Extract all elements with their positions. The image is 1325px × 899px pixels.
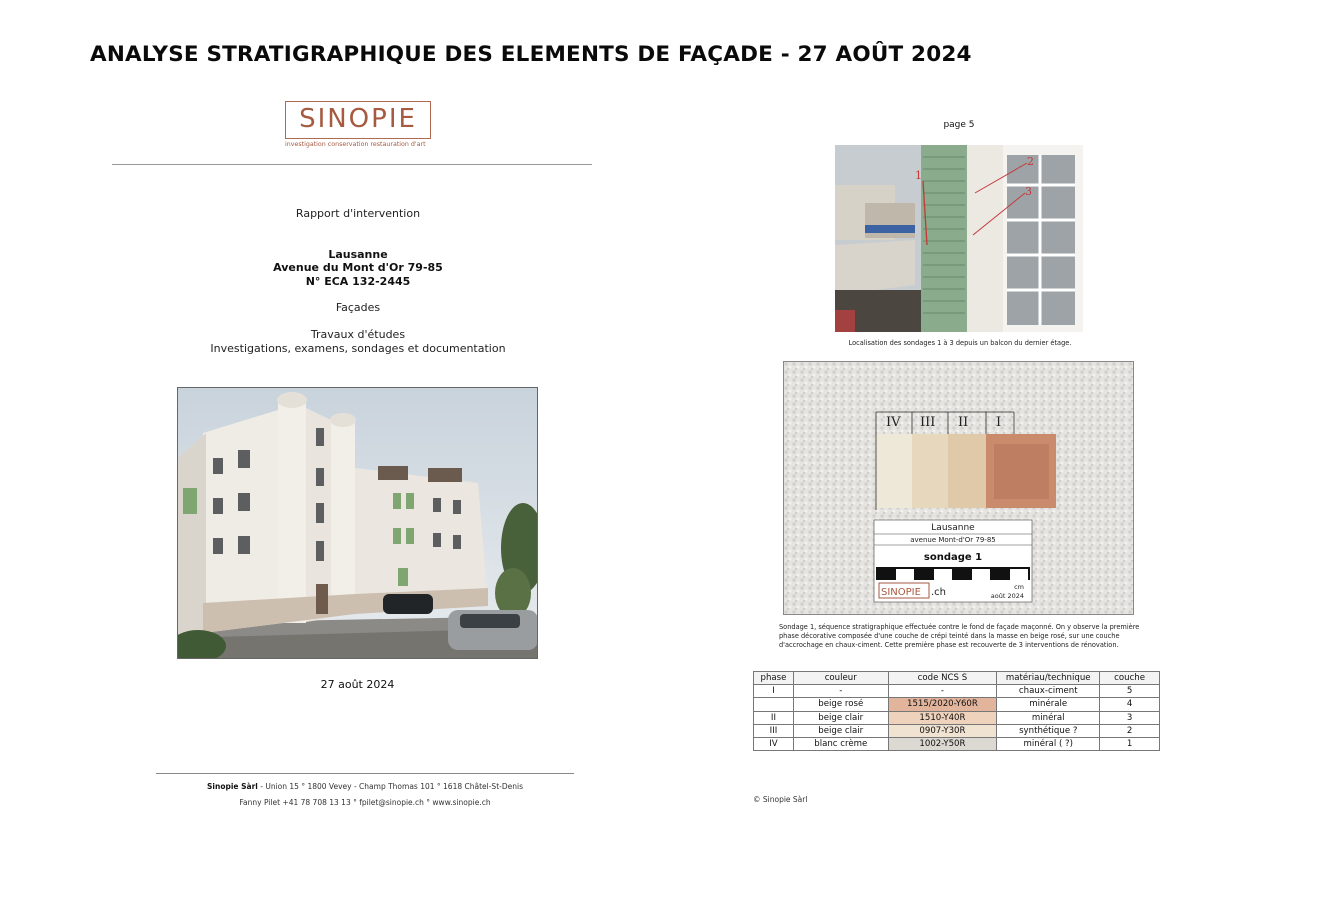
col-code-ncs: code NCS S [888,672,997,685]
cell-materiau: minérale [997,698,1100,711]
cell-couche: 3 [1100,711,1160,724]
cell-code-ncs: 0907-Y30R [888,724,997,737]
header-rule [112,164,592,165]
photo1-caption: Localisation des sondages 1 à 3 depuis un balcon du dernier étage. [848,339,1072,347]
cell-phase: I [754,685,794,698]
cell-couleur: - [793,685,888,698]
location-eca: N° ECA 132-2445 [305,275,411,288]
logo-wordmark: SINOPIE [299,104,417,134]
card-sondage: sondage 1 [923,552,983,563]
phase-label-ii: II [958,415,969,430]
col-phase: phase [754,672,794,685]
report-subject: Façades [335,301,381,314]
card-unit: cm [1014,583,1024,591]
balcony-photo [835,145,1083,332]
table-row [754,737,1160,750]
col-couche: couche [1100,672,1160,685]
phase-label-i: I [996,415,1002,430]
cell-couleur: blanc crème [793,737,888,750]
cell-materiau: chaux-ciment [997,685,1100,698]
cell-phase: III [754,724,794,737]
logo-tagline: investigation conservation restauration d'art [285,141,426,148]
cell-couleur: beige rosé [793,698,888,711]
document-title: ANALYSE STRATIGRAPHIQUE DES ELEMENTS DE FAÇADE - 27 AOÛT 2024 [90,42,972,67]
building-photo [177,387,538,659]
cell-couche: 4 [1100,698,1160,711]
location-address: Avenue du Mont d'Or 79-85 [273,261,443,274]
stratigraphy-table [753,671,1160,751]
cell-code-ncs: - [888,685,997,698]
cell-couleur: beige clair [793,724,888,737]
cell-code-ncs: 1515/2020-Y60R [888,698,997,711]
footer-rule [156,773,574,774]
location-city: Lausanne [328,248,388,261]
cell-materiau: minéral ( ?) [997,737,1100,750]
card-brand: SINOPIE [881,587,921,598]
card-domain: .ch [931,587,947,598]
table-header-row [754,672,1160,685]
sondage-illustration [784,362,1134,615]
cell-couleur: beige clair [793,711,888,724]
cell-phase: II [754,711,794,724]
col-couleur: couleur [793,672,888,685]
phase-label-iii: III [920,415,936,430]
cell-materiau: synthétique ? [997,724,1100,737]
footer-addresses: - Union 15 ° 1800 Vevey - Champ Thomas 101 ° 1618 Châtel-St-Denis [257,782,523,791]
cell-phase: IV [754,737,794,750]
cell-phase [754,698,794,711]
report-date: 27 août 2024 [320,678,395,691]
cell-couche: 5 [1100,685,1160,698]
table-row [754,711,1160,724]
footer-company: Sinopie Sàrl [207,782,258,791]
sondage-photo [783,361,1134,615]
cell-code-ncs: 1510-Y40R [888,711,997,724]
copyright: © Sinopie Sàrl [753,795,808,804]
cell-materiau: minéral [997,711,1100,724]
table-row [754,698,1160,711]
card-city: Lausanne [931,523,975,533]
reference-card [874,520,1032,602]
footer-address-line [156,782,574,791]
marker-2: 2 [1027,155,1034,168]
cell-couche: 2 [1100,724,1160,737]
page-number: page 5 [943,120,975,130]
building-illustration [178,388,538,659]
works-detail: Investigations, examens, sondages et documentation [210,342,506,355]
card-address: avenue Mont-d'Or 79-85 [910,536,996,544]
marker-1: 1 [915,169,922,182]
marker-3: 3 [1025,185,1032,198]
works-title: Travaux d'études [310,328,406,341]
table-row [754,685,1160,698]
phase-label-iv: IV [886,415,901,430]
cell-code-ncs: 1002-Y50R [888,737,997,750]
report-type: Rapport d'intervention [295,207,421,220]
sinopie-logo [285,101,431,153]
photo2-caption: Sondage 1, séquence stratigraphique effectuée contre le fond de façade maçonné. On y observe la première phase décorative composée d'une couche de crépi teinté dans la masse en beige rosé, sur une couche d'accrochage en chaux-ciment. Cette première phase est recouverte de 3 interventions de rénovation. [779,623,1140,649]
footer-contact: Fanny Pilet +41 78 708 13 13 ° fpilet@sinopie.ch ° www.sinopie.ch [239,798,491,807]
balcony-illustration [835,145,1083,332]
card-date: août 2024 [990,592,1024,600]
cell-couche: 1 [1100,737,1160,750]
col-materiau: matériau/technique [997,672,1100,685]
table-row [754,724,1160,737]
